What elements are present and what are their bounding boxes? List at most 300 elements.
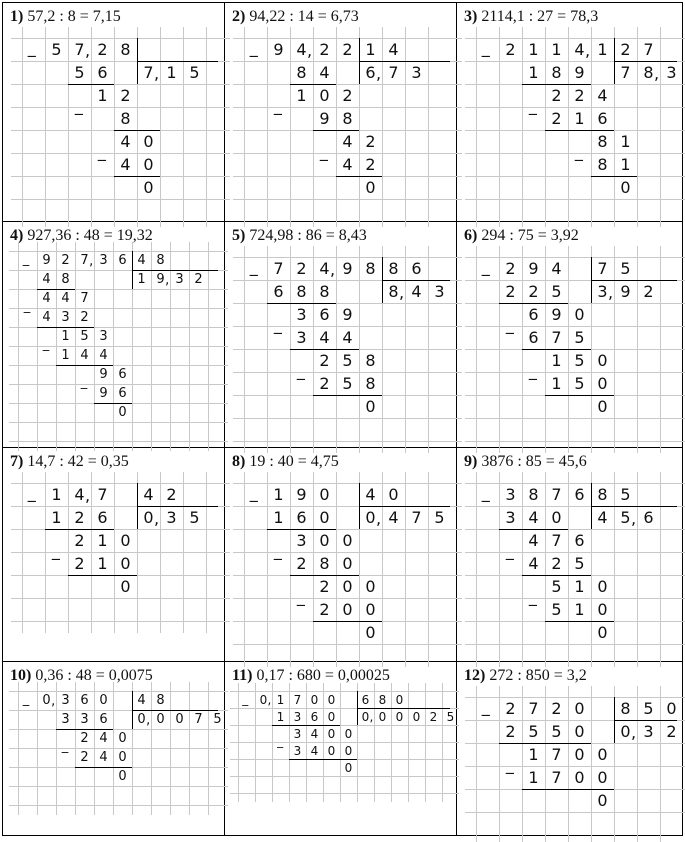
step-digit: 7 bbox=[545, 747, 568, 763]
division-bar bbox=[591, 280, 677, 281]
minus-sign: _ bbox=[529, 98, 537, 114]
subtraction-line bbox=[94, 403, 132, 404]
step-digit: 1 bbox=[56, 330, 75, 343]
step-digit: 4 bbox=[114, 157, 137, 173]
subtraction-line bbox=[45, 529, 114, 530]
step-digit: 8 bbox=[359, 353, 382, 369]
problem-number: 1) bbox=[10, 8, 23, 25]
step-digit: 0 bbox=[313, 533, 336, 549]
minus-sign: _ bbox=[529, 589, 537, 605]
decimal-comma: , bbox=[606, 285, 615, 301]
step-digit: 0 bbox=[137, 180, 160, 196]
problem-title bbox=[10, 8, 121, 26]
step-digit: 1 bbox=[522, 770, 545, 786]
minus-sign: _ bbox=[277, 735, 283, 747]
step-digit: 2 bbox=[68, 533, 91, 549]
step-digit: 6 bbox=[313, 307, 336, 323]
step-digit: 4 bbox=[94, 732, 113, 745]
quotient-digit: 7 bbox=[382, 65, 405, 81]
step-digit: 3 bbox=[289, 728, 306, 740]
problem-number: 2) bbox=[232, 8, 245, 25]
step-digit: 1 bbox=[522, 65, 545, 81]
decimal-comma: , bbox=[629, 725, 638, 741]
step-digit: 0 bbox=[313, 88, 336, 104]
subtraction-line bbox=[56, 729, 113, 730]
step-digit: 0 bbox=[591, 602, 614, 618]
problem-number: 9) bbox=[464, 453, 477, 470]
subtraction-line bbox=[267, 303, 336, 304]
step-digit: 1 bbox=[522, 747, 545, 763]
quotient-digit: 5 bbox=[442, 711, 459, 723]
step-digit: 0 bbox=[359, 625, 382, 641]
decimal-comma: , bbox=[144, 714, 152, 727]
dividend-digit: 1 bbox=[545, 42, 568, 58]
minus-sign: _ bbox=[506, 317, 514, 333]
subtraction-line bbox=[75, 767, 132, 768]
step-digit: 8 bbox=[56, 273, 75, 286]
step-digit: 8 bbox=[359, 376, 382, 392]
step-digit: 2 bbox=[336, 88, 359, 104]
step-digit: 3 bbox=[290, 533, 313, 549]
step-digit: 0 bbox=[591, 376, 614, 392]
quotient-digit: 1 bbox=[160, 65, 183, 81]
subtraction-line bbox=[545, 621, 614, 622]
step-digit: 0 bbox=[591, 399, 614, 415]
subtraction-line bbox=[499, 303, 568, 304]
dividend-digit: 7 bbox=[68, 42, 91, 58]
minus-sign: _ bbox=[575, 144, 583, 160]
quotient-digit: 5 bbox=[428, 510, 451, 526]
problem-expression: 272 : 850 = 3,2 bbox=[485, 667, 586, 684]
quotient-digit: 2 bbox=[637, 284, 660, 300]
step-digit: 5 bbox=[75, 330, 94, 343]
subtraction-line bbox=[313, 395, 382, 396]
step-digit: 3 bbox=[56, 311, 75, 324]
subtraction-line bbox=[522, 84, 591, 85]
step-digit: 6 bbox=[522, 330, 545, 346]
dividend-digit: 2 bbox=[545, 701, 568, 717]
step-digit: 0 bbox=[359, 399, 382, 415]
division-bar bbox=[132, 710, 218, 711]
step-digit: 0 bbox=[336, 579, 359, 595]
step-digit: 4 bbox=[313, 65, 336, 81]
dividend-digit: 7 bbox=[267, 261, 290, 277]
step-digit: 5 bbox=[522, 724, 545, 740]
step-digit: 6 bbox=[113, 368, 132, 381]
step-digit: 2 bbox=[359, 134, 382, 150]
problem-expression: 94,22 : 14 = 6,73 bbox=[245, 8, 358, 25]
step-digit: 4 bbox=[37, 311, 56, 324]
step-digit: 0 bbox=[323, 711, 340, 723]
quotient-digit: 8 bbox=[637, 65, 660, 81]
dividend-digit: 1 bbox=[522, 42, 545, 58]
dividend-digit: 6 bbox=[405, 261, 428, 277]
dividend-digit: 7 bbox=[289, 694, 306, 706]
quotient-digit: 5 bbox=[614, 510, 637, 526]
step-digit: 2 bbox=[499, 284, 522, 300]
step-digit: 0 bbox=[336, 556, 359, 572]
step-digit: 1 bbox=[568, 602, 591, 618]
subtraction-line bbox=[499, 743, 591, 744]
problem-cell bbox=[456, 661, 683, 836]
minus-sign: _ bbox=[23, 693, 30, 706]
step-digit: 8 bbox=[313, 556, 336, 572]
dividend-digit: 7 bbox=[75, 254, 94, 267]
minus-sign: _ bbox=[506, 757, 514, 773]
subtraction-line bbox=[68, 575, 137, 576]
problem-title bbox=[10, 453, 129, 471]
problem-cell bbox=[224, 447, 456, 661]
decimal-comma: , bbox=[305, 43, 314, 59]
subtraction-line bbox=[68, 84, 114, 85]
step-digit: 6 bbox=[113, 387, 132, 400]
dividend-digit: 8 bbox=[522, 487, 545, 503]
dividend-digit: 5 bbox=[614, 261, 637, 277]
minus-sign: _ bbox=[320, 144, 328, 160]
dividend-digit: 4 bbox=[568, 42, 591, 58]
quotient-digit: 0 bbox=[151, 713, 170, 726]
dividend-digit: 0 bbox=[306, 694, 323, 706]
step-digit: 0 bbox=[591, 579, 614, 595]
step-digit: 1 bbox=[545, 376, 568, 392]
subtraction-line bbox=[272, 725, 340, 726]
dividend-digit: 8 bbox=[374, 694, 391, 706]
dividend-digit: 8 bbox=[359, 261, 382, 277]
step-digit: 3 bbox=[56, 713, 75, 726]
minus-sign: _ bbox=[24, 300, 31, 313]
dividend-digit: 8 bbox=[591, 487, 614, 503]
step-digit: 2 bbox=[313, 376, 336, 392]
problem-cell bbox=[2, 447, 224, 661]
step-digit: 9 bbox=[313, 111, 336, 127]
step-digit: 0 bbox=[591, 770, 614, 786]
step-digit: 0 bbox=[113, 751, 132, 764]
step-digit: 3 bbox=[290, 307, 313, 323]
step-digit: 0 bbox=[591, 353, 614, 369]
subtraction-line bbox=[499, 529, 568, 530]
dividend-digit: 4 bbox=[68, 487, 91, 503]
step-digit: 5 bbox=[336, 353, 359, 369]
dividend-digit: 0 bbox=[94, 694, 113, 707]
quotient-digit: 3 bbox=[591, 284, 614, 300]
dividend-digit: 0 bbox=[255, 694, 272, 706]
step-digit: 4 bbox=[56, 292, 75, 305]
step-digit: 9 bbox=[336, 307, 359, 323]
problem-expression: 3876 : 85 = 45,6 bbox=[477, 453, 586, 470]
decimal-comma: , bbox=[49, 695, 57, 708]
dividend-digit: 4 bbox=[132, 694, 151, 707]
subtraction-line bbox=[313, 621, 382, 622]
dividend-digit: 6 bbox=[75, 694, 94, 707]
minus-sign: _ bbox=[274, 317, 282, 333]
step-digit: 1 bbox=[267, 510, 290, 526]
division-bar bbox=[132, 270, 218, 271]
step-digit: 9 bbox=[568, 65, 591, 81]
problem-title bbox=[464, 227, 579, 245]
division-bar bbox=[359, 506, 450, 507]
dividend-digit: 9 bbox=[522, 261, 545, 277]
decimal-comma: , bbox=[583, 43, 592, 59]
step-digit: 5 bbox=[568, 353, 591, 369]
step-digit: 5 bbox=[545, 724, 568, 740]
dividend-digit: 4 bbox=[359, 487, 382, 503]
minus-sign: _ bbox=[52, 543, 60, 559]
quotient-digit: 2 bbox=[189, 273, 208, 286]
quotient-digit: 6 bbox=[637, 510, 660, 526]
decimal-comma: , bbox=[83, 488, 92, 504]
step-digit: 2 bbox=[522, 284, 545, 300]
dividend-digit: 0 bbox=[391, 694, 408, 706]
decimal-comma: , bbox=[83, 43, 92, 59]
subtraction-line bbox=[114, 176, 160, 177]
step-digit: 4 bbox=[522, 510, 545, 526]
dividend-digit: 2 bbox=[91, 42, 114, 58]
dividend-digit: 2 bbox=[313, 42, 336, 58]
step-digit: 5 bbox=[568, 556, 591, 572]
quotient-digit: 0 bbox=[614, 724, 637, 740]
dividend-digit: 2 bbox=[614, 42, 637, 58]
problem-expression: 0,17 : 680 = 0,00025 bbox=[252, 667, 389, 684]
dividend-digit: 6 bbox=[568, 487, 591, 503]
step-digit: 0 bbox=[113, 732, 132, 745]
problem-number: 12) bbox=[464, 667, 485, 684]
division-bar bbox=[614, 720, 677, 721]
quotient-digit: 3 bbox=[637, 724, 660, 740]
step-digit: 6 bbox=[94, 713, 113, 726]
step-digit: 2 bbox=[68, 556, 91, 572]
quotient-digit: 3 bbox=[170, 273, 189, 286]
step-digit: 0 bbox=[313, 510, 336, 526]
decimal-comma: , bbox=[328, 262, 337, 278]
problem-title bbox=[464, 453, 587, 471]
step-digit: 0 bbox=[113, 406, 132, 419]
step-digit: 1 bbox=[290, 88, 313, 104]
step-digit: 0 bbox=[359, 602, 382, 618]
dividend-digit: 3 bbox=[499, 487, 522, 503]
step-digit: 0 bbox=[568, 747, 591, 763]
step-digit: 5 bbox=[568, 330, 591, 346]
dividend-digit: 0 bbox=[313, 487, 336, 503]
step-digit: 3 bbox=[94, 330, 113, 343]
step-digit: 2 bbox=[68, 510, 91, 526]
division-bar bbox=[591, 506, 677, 507]
decimal-comma: , bbox=[368, 711, 375, 723]
quotient-digit: 5 bbox=[208, 713, 227, 726]
quotient-digit: 5 bbox=[183, 65, 206, 81]
problem-cell bbox=[224, 661, 456, 836]
subtraction-line bbox=[267, 529, 336, 530]
dividend-digit: 0 bbox=[37, 694, 56, 707]
dividend-digit: 7 bbox=[545, 487, 568, 503]
dividend-digit: 5 bbox=[614, 487, 637, 503]
step-digit: 8 bbox=[591, 134, 614, 150]
dividend-digit: 2 bbox=[499, 701, 522, 717]
quotient-digit: 0 bbox=[137, 510, 160, 526]
dividend-digit: 1 bbox=[267, 487, 290, 503]
dividend-digit: 2 bbox=[290, 261, 313, 277]
dividend-digit: 8 bbox=[382, 261, 405, 277]
problem-title bbox=[232, 227, 367, 245]
subtraction-line bbox=[114, 130, 160, 131]
subtraction-line bbox=[313, 130, 359, 131]
dividend-digit: 2 bbox=[499, 261, 522, 277]
step-digit: 4 bbox=[336, 134, 359, 150]
dividend-digit: 3 bbox=[94, 254, 113, 267]
step-digit: 6 bbox=[522, 307, 545, 323]
minus-sign: _ bbox=[242, 693, 248, 705]
dividend-digit: 8 bbox=[151, 694, 170, 707]
step-digit: 5 bbox=[68, 65, 91, 81]
problem-expression: 724,98 : 86 = 8,43 bbox=[245, 227, 366, 244]
step-digit: 2 bbox=[313, 579, 336, 595]
step-digit: 1 bbox=[272, 711, 289, 723]
decimal-comma: , bbox=[629, 511, 638, 527]
step-digit: 0 bbox=[568, 724, 591, 740]
dividend-digit: 6 bbox=[357, 694, 374, 706]
dividend-digit: 7 bbox=[522, 701, 545, 717]
step-digit: 0 bbox=[568, 770, 591, 786]
step-digit: 5 bbox=[545, 579, 568, 595]
problem-expression: 2114,1 : 27 = 78,3 bbox=[477, 8, 598, 25]
dividend-digit: 2 bbox=[499, 42, 522, 58]
dividend-digit: 7 bbox=[91, 487, 114, 503]
dividend-digit: 0 bbox=[382, 487, 405, 503]
step-digit: 8 bbox=[591, 157, 614, 173]
step-digit: 3 bbox=[75, 713, 94, 726]
quotient-digit: 7 bbox=[614, 65, 637, 81]
step-digit: 0 bbox=[114, 579, 137, 595]
problem-cell bbox=[456, 221, 683, 447]
minus-sign: _ bbox=[250, 485, 258, 501]
step-digit: 3 bbox=[499, 510, 522, 526]
dividend-digit: 1 bbox=[272, 694, 289, 706]
division-bar bbox=[137, 61, 218, 62]
graph-paper-grid bbox=[11, 472, 230, 633]
dividend-digit: 5 bbox=[45, 42, 68, 58]
division-bar bbox=[359, 61, 450, 62]
subtraction-line bbox=[545, 395, 614, 396]
decimal-comma: , bbox=[87, 255, 95, 268]
step-digit: 6 bbox=[591, 111, 614, 127]
decimal-comma: , bbox=[152, 66, 161, 82]
subtraction-line bbox=[336, 176, 382, 177]
problem-cell bbox=[224, 221, 456, 447]
step-digit: 5 bbox=[545, 284, 568, 300]
quotient-digit: 0 bbox=[408, 711, 425, 723]
problem-expression: 57,2 : 8 = 7,15 bbox=[23, 8, 120, 25]
problem-title bbox=[464, 8, 598, 26]
step-digit: 4 bbox=[306, 745, 323, 757]
quotient-digit: 0 bbox=[357, 711, 374, 723]
quotient-digit: 0 bbox=[132, 713, 151, 726]
step-digit: 1 bbox=[45, 510, 68, 526]
minus-sign: _ bbox=[23, 253, 30, 266]
step-digit: 9 bbox=[545, 307, 568, 323]
subtraction-line bbox=[290, 84, 336, 85]
quotient-digit: 3 bbox=[428, 284, 451, 300]
quotient-digit: 3 bbox=[405, 65, 428, 81]
step-digit: 7 bbox=[545, 770, 568, 786]
step-digit: 1 bbox=[56, 349, 75, 362]
decimal-comma: , bbox=[152, 511, 161, 527]
minus-sign: _ bbox=[43, 338, 50, 351]
dividend-digit: 8 bbox=[114, 42, 137, 58]
step-digit: 6 bbox=[568, 533, 591, 549]
step-digit: 0 bbox=[323, 728, 340, 740]
decimal-comma: , bbox=[397, 285, 406, 301]
decimal-comma: , bbox=[266, 694, 273, 706]
minus-sign: _ bbox=[297, 363, 305, 379]
subtraction-line bbox=[522, 575, 591, 576]
step-digit: 2 bbox=[290, 556, 313, 572]
step-digit: 0 bbox=[113, 770, 132, 783]
quotient-digit: 1 bbox=[132, 273, 151, 286]
quotient-digit: 6 bbox=[359, 65, 382, 81]
step-digit: 6 bbox=[267, 284, 290, 300]
dividend-digit: 2 bbox=[336, 42, 359, 58]
division-bar bbox=[357, 708, 450, 709]
minus-sign: _ bbox=[482, 699, 490, 715]
step-digit: 7 bbox=[545, 533, 568, 549]
step-digit: 0 bbox=[114, 556, 137, 572]
dividend-digit: 5 bbox=[637, 701, 660, 717]
dividend-digit: 0 bbox=[660, 701, 683, 717]
step-digit: 6 bbox=[290, 510, 313, 526]
step-digit: 4 bbox=[37, 273, 56, 286]
subtraction-line bbox=[522, 349, 591, 350]
problem-title bbox=[232, 453, 339, 471]
quotient-digit: 0 bbox=[170, 713, 189, 726]
minus-sign: _ bbox=[506, 543, 514, 559]
problem-number: 4) bbox=[10, 227, 23, 244]
problem-expression: 0,36 : 48 = 0,0075 bbox=[31, 667, 152, 684]
step-digit: 1 bbox=[91, 556, 114, 572]
step-digit: 9 bbox=[94, 387, 113, 400]
step-digit: 0 bbox=[359, 180, 382, 196]
step-digit: 2 bbox=[545, 556, 568, 572]
step-digit: 0 bbox=[114, 533, 137, 549]
dividend-digit: 1 bbox=[591, 42, 614, 58]
step-digit: 3 bbox=[289, 711, 306, 723]
quotient-digit: 3 bbox=[660, 65, 683, 81]
step-digit: 0 bbox=[591, 747, 614, 763]
decimal-comma: , bbox=[374, 511, 383, 527]
step-digit: 5 bbox=[545, 602, 568, 618]
problem-number: 8) bbox=[232, 453, 245, 470]
dividend-digit: 9 bbox=[336, 261, 359, 277]
dividend-digit: 9 bbox=[267, 42, 290, 58]
dividend-digit: 4 bbox=[290, 42, 313, 58]
dividend-digit: 3 bbox=[56, 694, 75, 707]
problem-cell bbox=[2, 2, 224, 221]
step-digit: 4 bbox=[94, 751, 113, 764]
dividend-digit: 6 bbox=[113, 254, 132, 267]
step-digit: 1 bbox=[614, 134, 637, 150]
problem-number: 10) bbox=[10, 667, 31, 684]
step-digit: 7 bbox=[75, 292, 94, 305]
step-digit: 1 bbox=[568, 579, 591, 595]
step-digit: 1 bbox=[568, 111, 591, 127]
division-bar bbox=[137, 506, 218, 507]
minus-sign: _ bbox=[28, 40, 36, 56]
step-digit: 4 bbox=[522, 556, 545, 572]
step-digit: 4 bbox=[75, 349, 94, 362]
minus-sign: _ bbox=[482, 40, 490, 56]
subtraction-line bbox=[37, 327, 94, 328]
dividend-digit: 8 bbox=[151, 254, 170, 267]
dividend-digit: 0 bbox=[568, 701, 591, 717]
step-digit: 2 bbox=[75, 751, 94, 764]
